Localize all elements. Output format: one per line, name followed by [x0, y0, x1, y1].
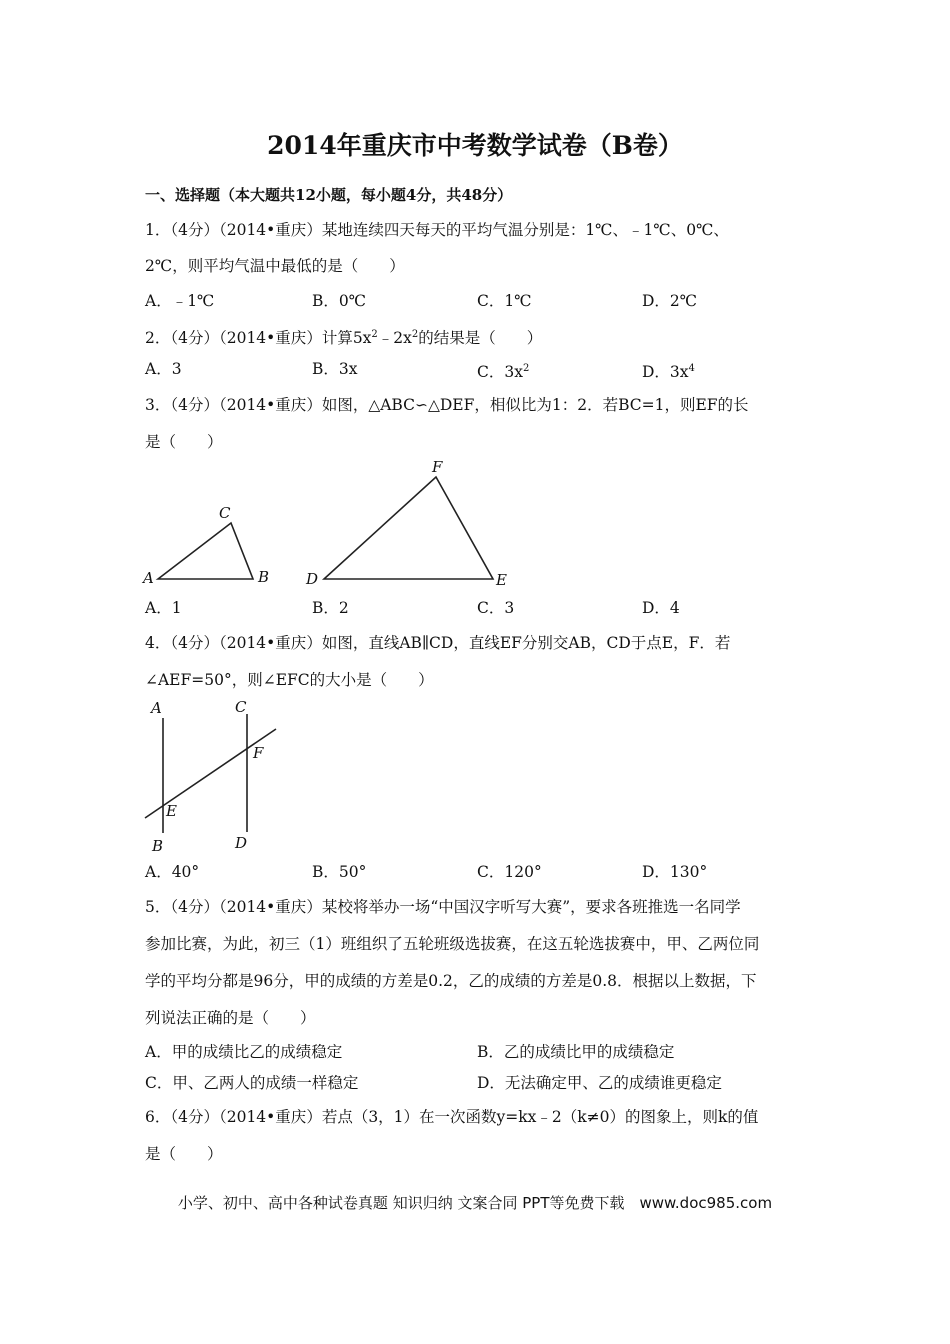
triangle-abc	[158, 523, 253, 579]
section-heading: 一、选择题（本大题共12小题，每小题4分，共48分）	[145, 186, 513, 204]
question-3-option-c: C．3	[477, 599, 515, 617]
label-d: D	[306, 570, 319, 588]
question-1-option-c: C．1℃	[477, 292, 532, 310]
label-a: A	[151, 699, 162, 717]
label-e: E	[166, 802, 177, 820]
question-5-line-1: 5．（4分）（2014•重庆）某校将举办一场“中国汉字听写大赛”，要求各班推选一名同学	[145, 898, 741, 916]
question-4-option-b: B．50°	[312, 863, 367, 881]
label-f: F	[253, 744, 264, 762]
label-d: D	[235, 834, 248, 852]
question-3-line-2: 是（ ）	[145, 433, 223, 451]
label-c: C	[235, 698, 247, 716]
question-1-option-b: B．0℃	[312, 292, 367, 310]
question-2-option-c: C．$3x^2$	[477, 363, 530, 382]
question-4-option-d: D．130°	[642, 863, 708, 881]
question-2-option-a: A．3	[145, 360, 182, 378]
question-2-option-d: D．$3x^4$	[642, 363, 695, 382]
question-5-option-d: D．无法确定甲、乙的成绩谁更稳定	[477, 1074, 722, 1092]
triangle-def	[324, 477, 493, 579]
footer-note: 小学、初中、高中各种试卷真题 知识归纳 文案合同 PPT等免费下载 www.doc985.com	[177, 1194, 773, 1212]
question-6-line-2: 是（ ）	[145, 1145, 223, 1163]
question-4-line-1: 4．（4分）（2014•重庆）如图，直线AB∥CD，直线EF分别交AB，CD于点E，F．若	[145, 634, 731, 652]
page-title: 2014年重庆市中考数学试卷（B卷）	[267, 131, 683, 160]
question-5-line-2: 参加比赛，为此，初三（1）班组织了五轮班级选拔赛，在这五轮选拔赛中，甲、乙两位同	[145, 935, 760, 953]
label-e: E	[496, 571, 507, 589]
question-5-option-c: C．甲、乙两人的成绩一样稳定	[145, 1074, 359, 1092]
label-f: F	[432, 458, 443, 476]
question-2-stem: 2．（4分）（2014•重庆）计算$5x^2﹣2x^2$的结果是（ ）	[145, 329, 543, 348]
question-5-option-b: B．乙的成绩比甲的成绩稳定	[477, 1043, 675, 1061]
label-b: B	[152, 837, 164, 855]
question-4-line-2: ∠AEF=50°，则∠EFC的大小是（ ）	[145, 671, 434, 689]
question-2-option-b: B．3x	[312, 360, 358, 378]
question-1-line-1: 1．（4分）（2014•重庆）某地连续四天每天的平均气温分别是：1℃、﹣1℃、0℃、	[145, 221, 729, 239]
question-5-option-a: A．甲的成绩比乙的成绩稳定	[145, 1043, 343, 1061]
question-3-line-1: 3．（4分）（2014•重庆）如图，△ABC∽△DEF，相似比为1：2．若BC=1，则EF的长	[145, 396, 749, 414]
question-6-line-1: 6．（4分）（2014•重庆）若点（3，1）在一次函数y=kx﹣2（k≠0）的图象上，则k的值	[145, 1108, 759, 1126]
question-3-option-d: D．4	[642, 599, 680, 617]
question-4-option-a: A．40°	[145, 863, 200, 881]
question-1-line-2: 2℃，则平均气温中最低的是（ ）	[145, 257, 405, 275]
question-1-option-a: A．﹣1℃	[145, 292, 215, 310]
label-b: B	[258, 568, 270, 586]
label-a: A	[143, 569, 154, 587]
label-c: C	[219, 504, 231, 522]
line-ef	[145, 729, 276, 818]
question-1-option-d: D．2℃	[642, 292, 698, 310]
question-5-line-3: 学的平均分都是96分，甲的成绩的方差是0.2，乙的成绩的方差是0.8．根据以上数据，下	[145, 972, 757, 990]
question-5-line-4: 列说法正确的是（ ）	[145, 1009, 316, 1027]
question-3-option-b: B．2	[312, 599, 349, 617]
question-4-option-c: C．120°	[477, 863, 542, 881]
question-3-option-a: A．1	[145, 599, 182, 617]
